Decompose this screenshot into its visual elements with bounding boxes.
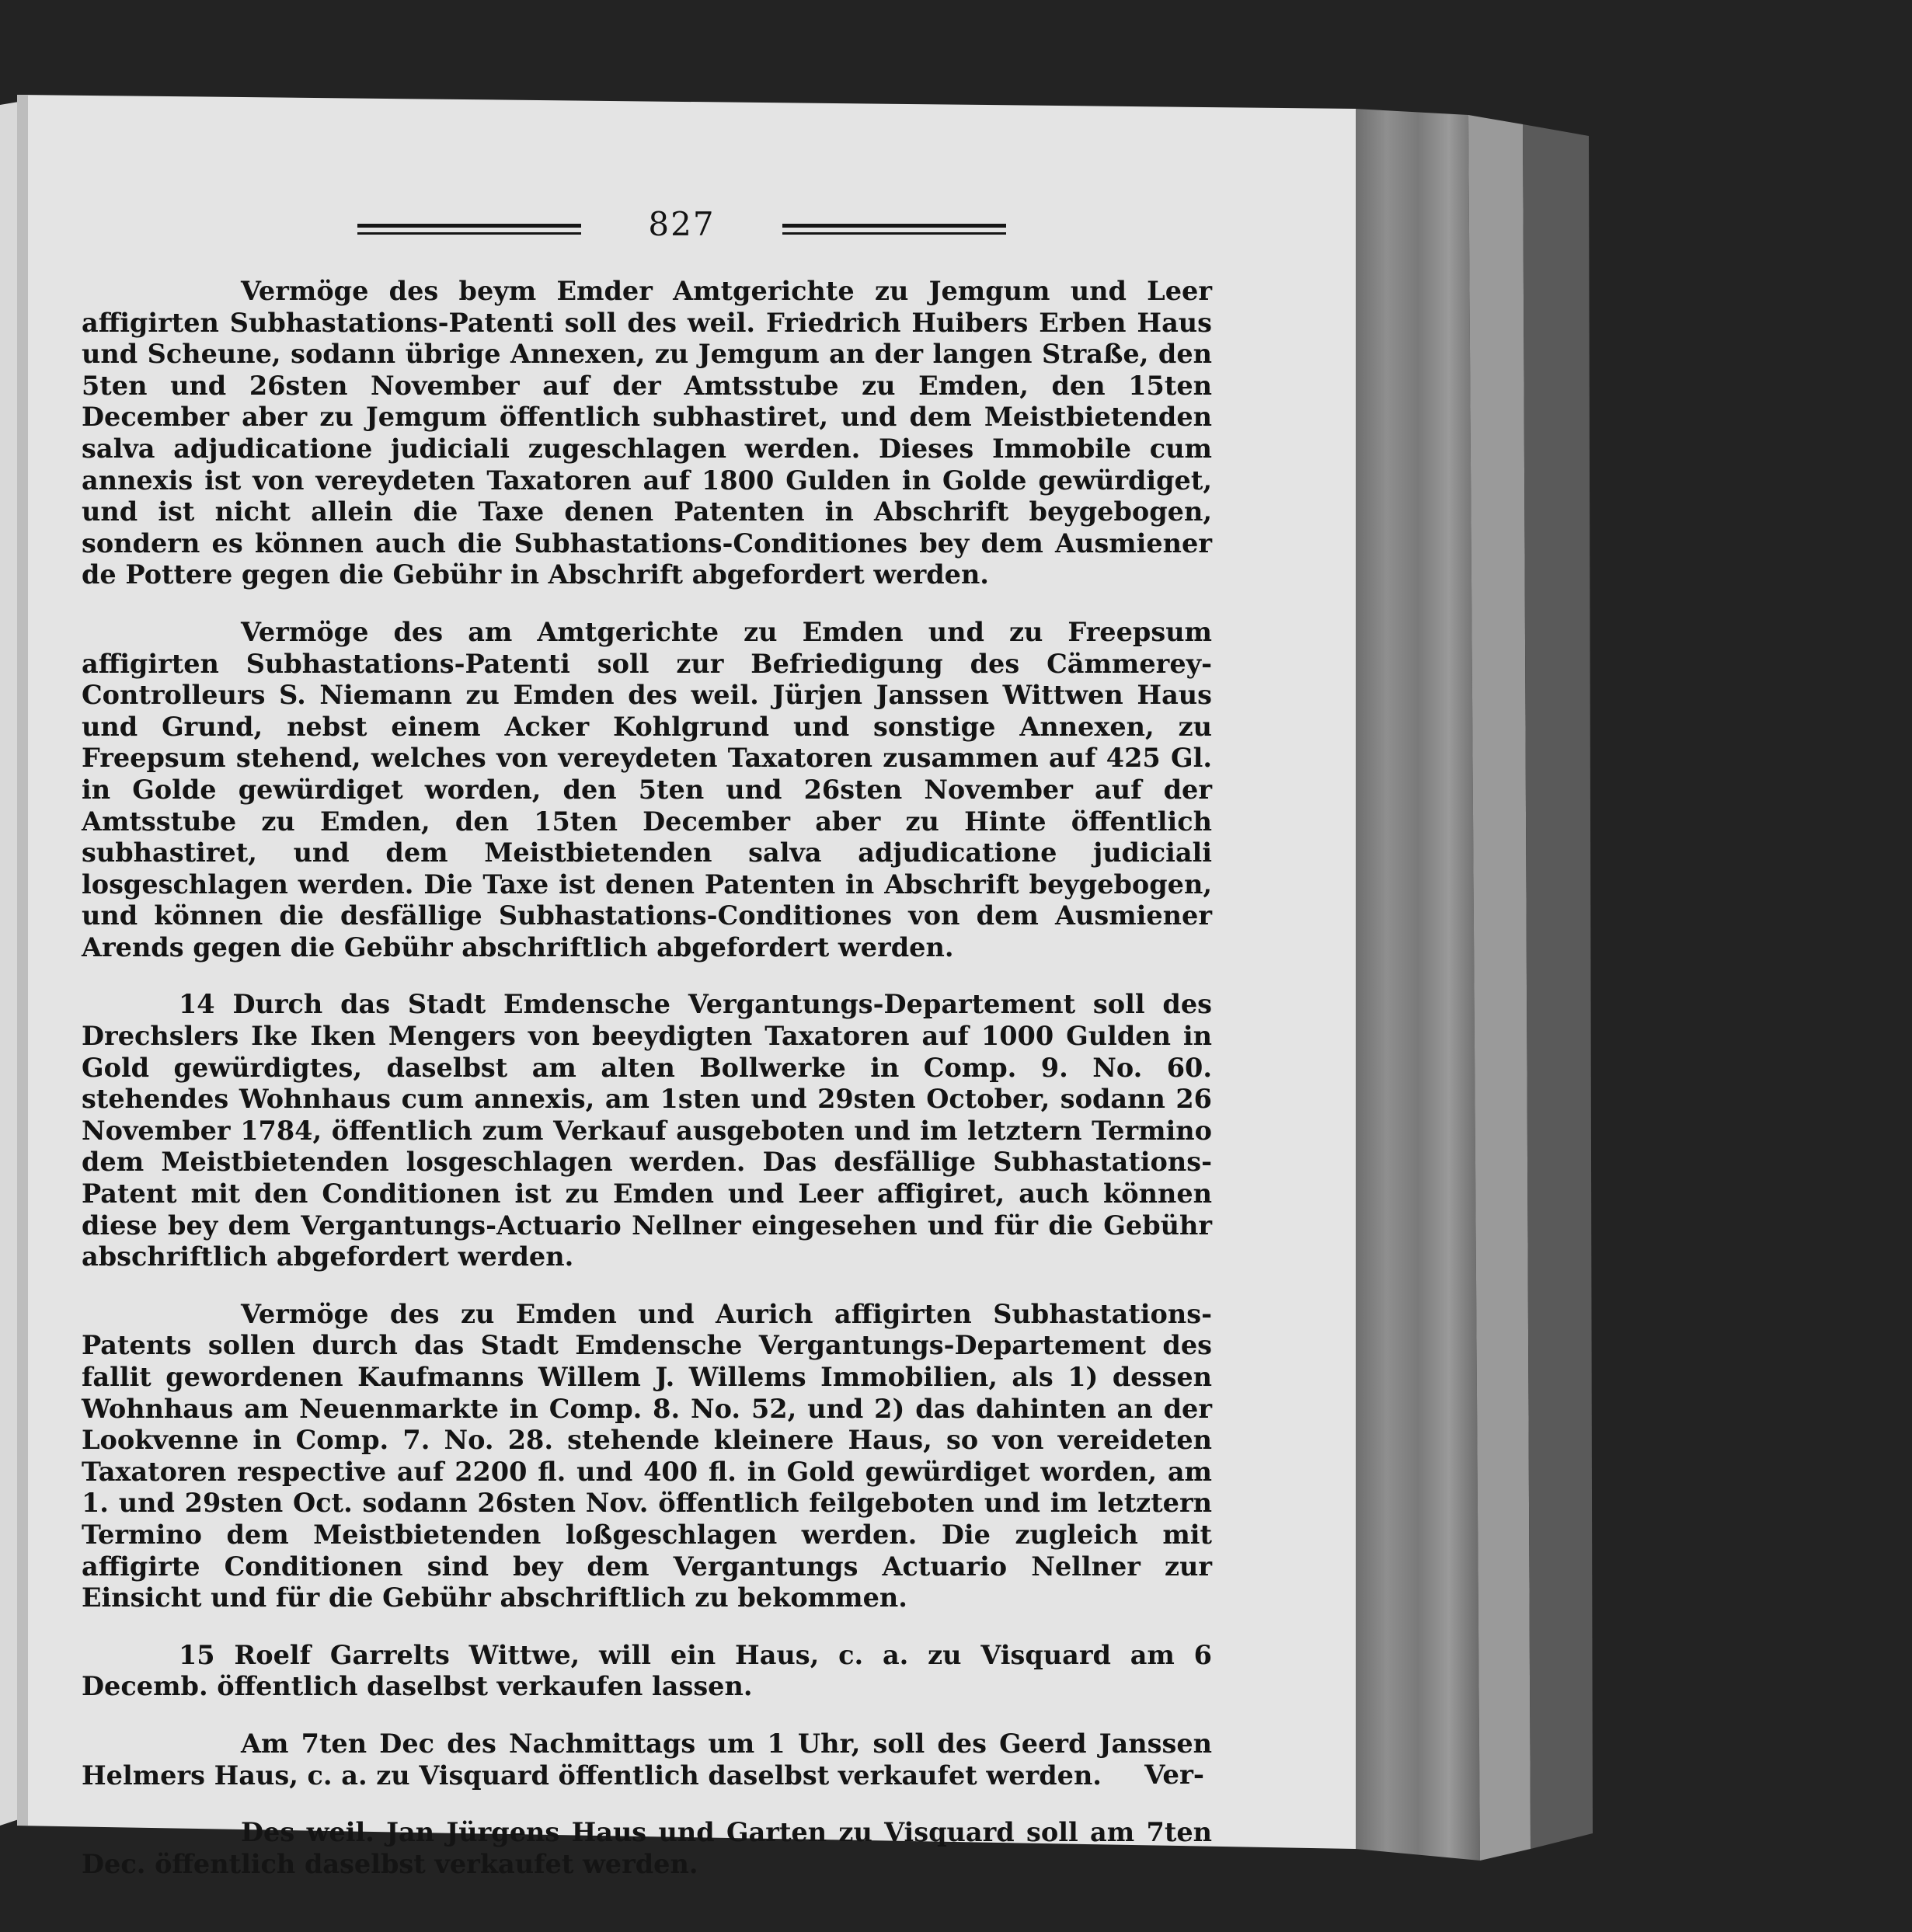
page-header bbox=[357, 205, 1006, 244]
page-block-fore-edge bbox=[1356, 109, 1480, 1861]
announcements bbox=[82, 276, 1212, 1906]
catchword: Ver- bbox=[1144, 1760, 1204, 1791]
announcement-4: Vermöge des zu Emden und Aurich affigirten Subhastations-Patents sollen durch das Stadt Emdensche Vergantungs-Departement des fallit gewordenen Kaufmanns Willem J. Willems Immobilien, als 1) dessen Wohnhaus am Neuenmarkte in Comp. 8. No. 52, und 2) das dahinten an der Lookvenne in Comp. 7. No. 28. stehende kleinere Haus, so von vereideten Taxatoren respective auf 2200 fl. und 400 fl. in Gold gewürdiget worden, am 1. und 29sten Oct. sodann 26sten Nov. öffentlich feilgeboten und im letztern Termino dem Meistbietenden loßgeschlagen werden. Die zugleich mit affigirte Conditionen sind bey dem Vergantungs Actuario Nellner zur Einsicht und für die Gebühr abschriftlich zu bekommen. bbox=[82, 1298, 1212, 1613]
cover-edge bbox=[1523, 124, 1593, 1849]
header-rule-right bbox=[782, 224, 1006, 235]
page-content bbox=[82, 194, 1212, 1879]
announcement-1: Vermöge des beym Emder Amtgerichte zu Jemgum und Leer affigirten Subhastations-Patenti soll des weil. Friedrich Huibers Erben Haus und Scheune, sodann übrige Annexen, zu Jemgum an der langen Straße, den 5ten und 26sten November auf der Amtsstube zu Emden, den 15ten December aber zu Jemgum öffentlich subhastiret, und dem Meistbietenden salva adjudicatione judiciali zugeschlagen werden. Dieses Immobile cum annexis ist von vereydeten Taxatoren auf 1800 Gulden in Golde gewürdiget, und ist nicht allein die Taxe denen Patenten in Abschrift beygebogen, sondern es können auch die Subhastations-Conditiones bey dem Ausmiener de Pottere gegen die Gebühr in Abschrift abgefordert werden. bbox=[82, 276, 1212, 590]
page-number: 827 bbox=[648, 205, 716, 243]
announcement-5: 15 Roelf Garrelts Wittwe, will ein Haus, c. a. zu Visquard am 6 Decemb. öffentlich daselbst verkaufen lassen. bbox=[82, 1639, 1212, 1702]
announcement-7: Des weil. Jan Jürgens Haus und Garten zu Visquard soll am 7ten Dec. öffentlich daselbst verkaufet werden. bbox=[82, 1817, 1212, 1879]
announcement-3: 14 Durch das Stadt Emdensche Vergantungs-Departement soll des Drechslers Ike Iken Mengers von beeydigten Taxatoren auf 1000 Gulden in Gold gewürdigtes, daselbst am alten Bollwerke in Comp. 9. No. 60. stehendes Wohnhaus cum annexis, am 1sten und 29sten October, sodann 26 November 1784, öffentlich zum Verkauf ausgeboten und im letztern Termino dem Meistbietenden losgeschlagen werden. Das desfällige Subhastations-Patent mit den Conditionen ist zu Emden und Leer affigiret, auch können diese bey dem Vergantungs-Actuario Nellner eingesehen und für die Gebühr abschriftlich abgefordert werden. bbox=[82, 989, 1212, 1272]
announcement-6: Am 7ten Dec des Nachmittags um 1 Uhr, soll des Geerd Janssen Helmers Haus, c. a. zu Visquard öffentlich daselbst verkaufet werden. bbox=[82, 1728, 1212, 1791]
announcement-2: Vermöge des am Amtgerichte zu Emden und zu Freepsum affigirten Subhastations-Patenti soll zur Befriedigung des Cämmerey-Controlleurs S. Niemann zu Emden des weil. Jürjen Janssen Wittwen Haus und Grund, nebst einem Acker Kohlgrund und sonstige Annexen, zu Freepsum stehend, welches von vereydeten Taxatoren zusammen auf 425 Gl. in Golde gewürdiget worden, den 5ten und 26sten November auf der Amtsstube zu Emden, den 15ten December aber zu Hinte öffentlich subhastiret, und dem Meistbietenden salva adjudicatione judiciali losgeschlagen werden. Die Taxe ist denen Patenten in Abschrift beygebogen, und können die desfällige Subhastations-Conditiones von dem Ausmiener Arends gegen die Gebühr abschriftlich abgefordert werden. bbox=[82, 616, 1212, 963]
gutter-shadow bbox=[17, 95, 28, 1826]
